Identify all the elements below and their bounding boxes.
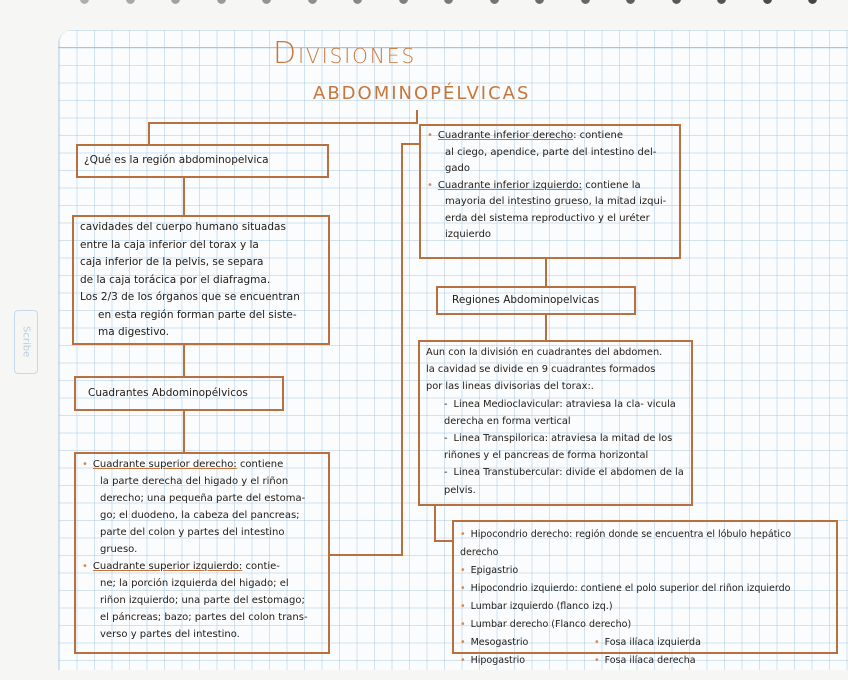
quadrant-line: contiene la (585, 179, 641, 191)
connector (328, 554, 402, 556)
bullet-icon: • (460, 565, 466, 576)
connector (401, 143, 403, 556)
quadrant-line: parte del colon y partes del intestino (100, 527, 285, 538)
quadrant-line: contie- (245, 561, 280, 572)
upper-quadrants-box (74, 452, 330, 654)
line-name: Linea Transpilorica (453, 433, 545, 445)
bullet-icon: • (460, 529, 466, 540)
spiral-hole (581, 0, 590, 4)
connector (545, 257, 547, 287)
spiral-binding (0, 0, 848, 8)
region-item: Fosa ilíaca derecha (604, 655, 696, 666)
title-rest: IVISIONES (298, 44, 417, 68)
region-item: Epigastrio (470, 565, 519, 576)
definition-line: caja inferior de la pelvis, se separa (80, 256, 264, 268)
spiral-hole (80, 0, 89, 4)
region-item: Hipogastrio (470, 655, 526, 666)
spiral-hole (262, 0, 271, 4)
quadrant-line: erda del sistema reproductivo y el uréter (445, 212, 650, 224)
definition-line: Los 2/3 de los órganos que se encuentran (80, 291, 300, 303)
description-line: Aun con la división en cuadrantes del abdomen. (426, 347, 663, 358)
quadrant-line: grueso. (100, 544, 138, 555)
quadrant-heading: Cuadrante superior izquierdo: (92, 561, 243, 572)
brand-logo: Scribe (14, 310, 38, 374)
quadrant-line: al ciego, apendice, parte del intestino del- (445, 146, 657, 158)
line-description: : divide el abdomen de la pelvis. (444, 467, 684, 496)
spiral-hole (171, 0, 180, 4)
connector (148, 122, 150, 144)
spiral-hole (490, 0, 499, 4)
quadrant-heading: Cuadrante inferior izquierdo: (437, 179, 583, 191)
regions-description-box: Aun con la división en cuadrantes del abdomen. la cavidad se divide en 9 cuadrantes formados por las lineas divisorias del torax:. - Linea Medioclavicular: atraviesa la cla- vicula derecha en forma vertical - Linea Transpilorica: atraviesa la mitad de los riñones y el pancreas de forma horizontal - Linea Transtubercular: divide el abdomen de la pelvis. (418, 340, 693, 506)
bullet-icon: • (427, 179, 433, 191)
region-item: Lumbar derecho (Flanco derecho) (470, 619, 632, 630)
spiral-hole (217, 0, 226, 4)
connector (401, 143, 421, 145)
spiral-hole (763, 0, 772, 4)
lower-quadrants-box (419, 124, 681, 259)
description-line: por las lineas divisorias del torax:. (426, 381, 594, 393)
line-name: Linea Transtubercular (453, 467, 560, 479)
quadrants-title: Cuadrantes Abdominopélvicos (88, 386, 248, 399)
spiral-hole (353, 0, 362, 4)
description-line: la cavidad se divide en 9 cuadrantes formados (426, 364, 656, 376)
spiral-hole (535, 0, 544, 4)
bullet-icon: • (460, 619, 466, 630)
spiral-hole (399, 0, 408, 4)
quadrant-line: riñon izquierdo; una parte del estomago; (100, 595, 305, 606)
definition-line: en esta región forman parte del siste- (98, 308, 297, 321)
connector (148, 122, 418, 124)
quadrant-line: izquierdo (445, 229, 492, 240)
regions-box (436, 286, 636, 315)
quadrant-line: contiene (239, 459, 284, 470)
quadrant-line: : contiene (573, 130, 623, 141)
quadrant-line: derecho; una pequeña parte del estoma- (100, 493, 306, 504)
bullet-icon: • (460, 637, 466, 648)
spiral-hole (808, 0, 817, 4)
region-item: Lumbar izquierdo (flanco izq.) (470, 601, 613, 612)
definition-line: entre la caja inferior del torax y la (80, 238, 259, 251)
line-description: : atraviesa la mitad de los riñones y el pancreas de forma horizontal (444, 433, 673, 462)
bullet-icon: • (460, 601, 466, 612)
quadrant-line: go; el duodeno, la cabeza del pancreas; (100, 510, 300, 521)
connector (434, 540, 454, 542)
region-item: Mesogastrio (470, 637, 529, 648)
quadrant-line: la parte derecha del higado y el riñon (100, 476, 289, 487)
bullet-icon: • (82, 561, 88, 572)
question-text: ¿Qué es la región abdominopelvica (84, 154, 269, 167)
quadrant-line: verso y partes del intestino. (100, 629, 240, 640)
regions-title: Regiones Abdominopelvicas (452, 293, 600, 306)
quadrants-box (74, 376, 284, 411)
definition-line: cavidades del cuerpo humano situadas (80, 221, 286, 233)
definition-box (72, 215, 330, 345)
definition-line: de la caja torácica por el diafragma. (80, 273, 271, 286)
bullet-icon: • (460, 655, 466, 666)
region-item: Hipocondrio derecho: región donde se encuentra el lóbulo hepático derecho (460, 529, 792, 558)
spiral-hole (308, 0, 317, 4)
spiral-hole (717, 0, 726, 4)
page-subtitle: ABDOMINOPÉLVICAS (313, 83, 531, 104)
question-box (76, 144, 329, 178)
connector (434, 505, 436, 542)
spiral-hole (444, 0, 453, 4)
quadrant-heading: Cuadrante superior derecho: (92, 459, 237, 470)
connector (183, 343, 185, 377)
spiral-hole (672, 0, 681, 4)
connector (545, 313, 547, 341)
quadrant-heading: Cuadrante inferior derecho (437, 130, 574, 141)
spiral-hole (126, 0, 135, 4)
region-item: Hipocondrio izquierdo: contiene el polo superior del riñon izquierdo (470, 583, 791, 594)
definition-line: ma digestivo. (98, 326, 170, 338)
quadrant-line: gado (445, 163, 470, 174)
page-title (273, 36, 416, 71)
connector (183, 176, 185, 216)
bullet-icon: • (427, 130, 433, 141)
region-item: Fosa ilíaca izquierda (604, 637, 701, 648)
margin-line (58, 47, 848, 48)
regions-list-box (452, 520, 838, 666)
quadrant-line: el páncreas; bazo; partes del colon trans- (100, 612, 308, 623)
bullet-icon: • (594, 637, 600, 648)
line-description: : atraviesa la cla- vicula derecha en forma vertical (444, 398, 676, 427)
quadrant-line: mayoria del intestino grueso, la mitad izqui- (445, 196, 667, 207)
title-first-letter: D (273, 36, 299, 71)
bullet-icon: • (82, 459, 88, 470)
spiral-hole (626, 0, 635, 4)
connector (183, 409, 185, 454)
bullet-icon: • (460, 583, 466, 594)
bullet-icon: • (594, 655, 600, 666)
quadrant-line: ne; la porción izquierda del higado; el (100, 578, 289, 589)
line-name: Linea Medioclavicular (453, 398, 560, 410)
